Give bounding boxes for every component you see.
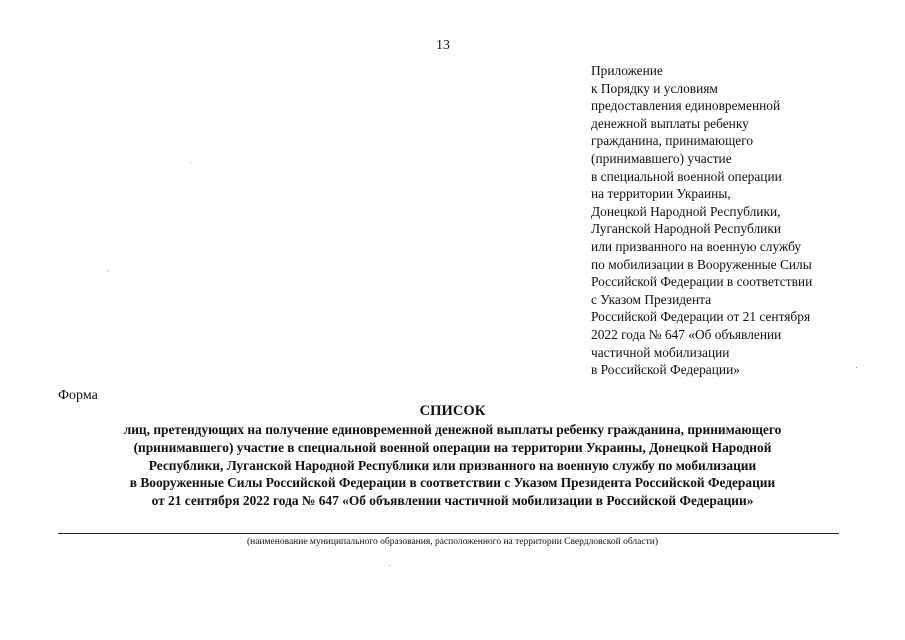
appendix-line: предоставления единовременной: [591, 98, 781, 114]
form-label: Форма: [58, 388, 98, 403]
subtitle-line: в Вооруженные Силы Российской Федерации в соответствии с Указом Президента Российской Федерации: [129, 475, 776, 491]
appendix-line: частичной мобилизации: [591, 344, 730, 360]
appendix-line: к Порядку и условиям: [591, 80, 718, 96]
scan-speck: [190, 162, 191, 163]
appendix-line: в специальной военной операции: [591, 168, 782, 184]
fill-in-line: [58, 533, 839, 534]
appendix-line: по мобилизации в Вооруженные Силы: [591, 256, 812, 272]
appendix-line: Российской Федерации в соответствии: [591, 274, 813, 290]
scan-speck: [856, 367, 857, 368]
appendix-line: в Российской Федерации»: [591, 362, 740, 378]
document-title: СПИСОК: [419, 403, 486, 419]
subtitle-line: лиц, претендующих на получение единовременной денежной выплаты ребенку гражданина, принимающего: [123, 422, 782, 437]
document-subtitle: [40, 421, 865, 510]
appendix-line: денежной выплаты ребенку: [591, 115, 749, 131]
appendix-line: на территории Украины,: [591, 186, 731, 202]
appendix-line: Луганской Народной Республики: [591, 221, 782, 237]
appendix-line: Приложение: [591, 63, 663, 78]
subtitle-line: от 21 сентября 2022 года № 647 «Об объявлении частичной мобилизации в Российской Федерации»: [151, 493, 754, 509]
appendix-line: или призванного на военную службу: [591, 238, 802, 254]
page-number: 13: [436, 38, 450, 53]
appendix-line: Российской Федерации от 21 сентября: [591, 309, 811, 325]
subtitle-line: (принимавшего) участие в специальной военной операции на территории Украины, Донецкой Народной: [133, 439, 772, 455]
appendix-block: [591, 62, 891, 379]
subtitle-line: Республики, Луганской Народной Республики или призванного на военную службу по мобилизации: [148, 457, 757, 473]
scan-speck: [108, 270, 109, 271]
fill-in-caption: (наименование муниципального образования, расположенного на территории Свердловской области): [246, 537, 659, 547]
appendix-line: Донецкой Народной Республики,: [591, 203, 781, 219]
appendix-line: 2022 года № 647 «Об объявлении: [591, 326, 782, 342]
scan-speck: [389, 565, 390, 566]
appendix-line: с Указом Президента: [591, 291, 712, 307]
appendix-line: гражданина, принимающего: [591, 133, 754, 149]
appendix-line: (принимавшего) участие: [591, 150, 732, 166]
